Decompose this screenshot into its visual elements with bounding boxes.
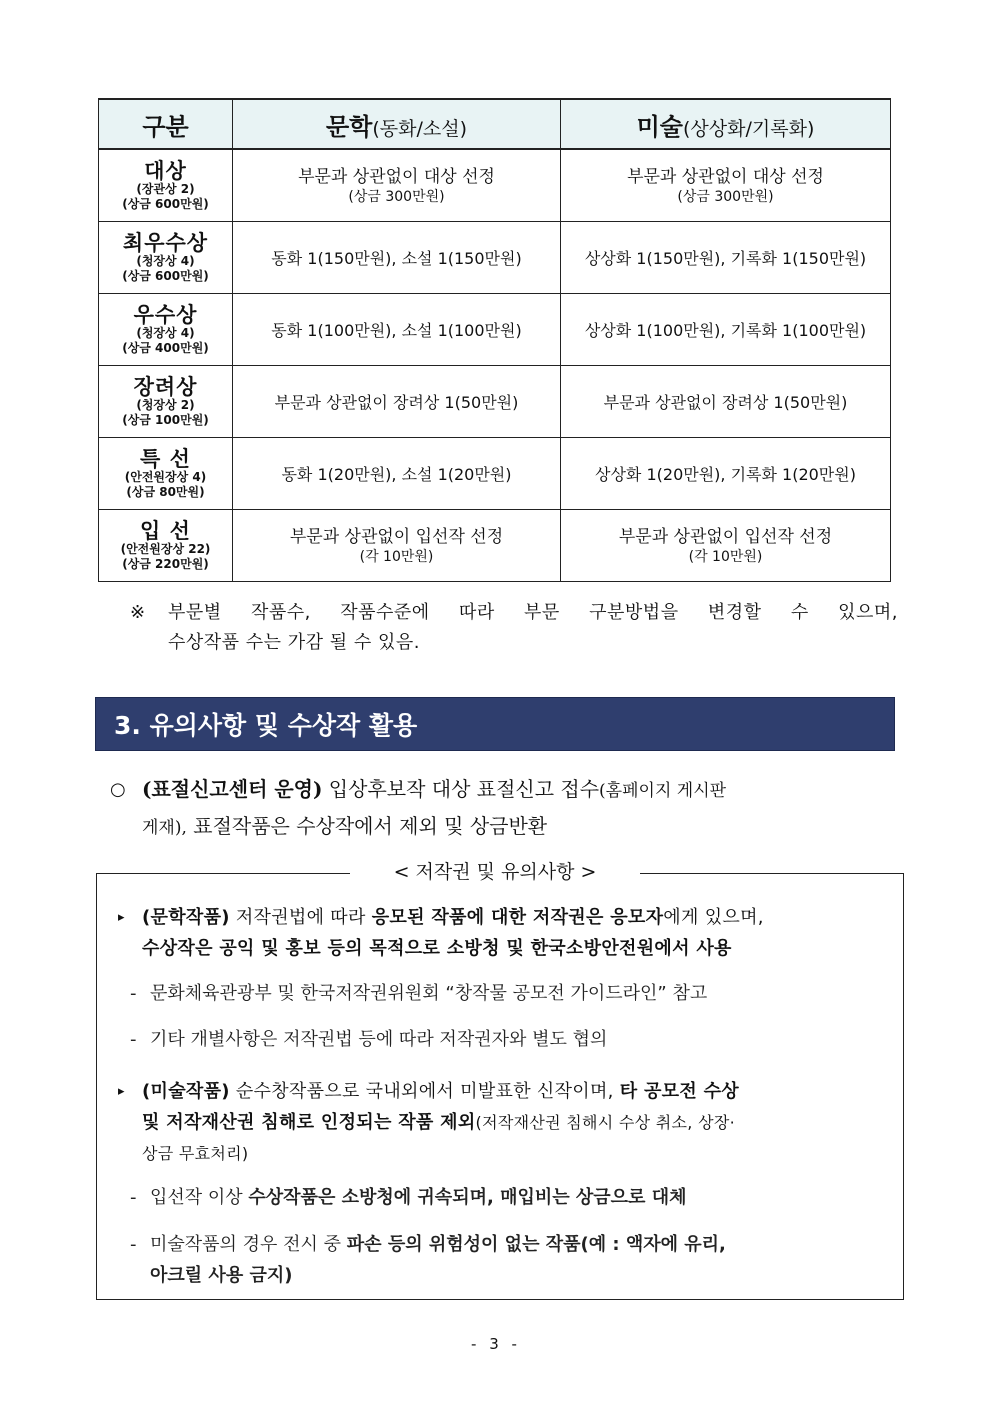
table-header-row: [99, 99, 891, 149]
table-note: [130, 598, 898, 658]
table-row: [99, 510, 891, 582]
category-cell: 최우수상 (청장상 4) (상금 600만원): [99, 222, 233, 294]
page-number: - 3 -: [471, 1335, 521, 1353]
paragraph-line-1: (표절신고센터 운영) 입상후보작 대상 표절신고 접수(홈페이지 게시판: [142, 777, 727, 801]
art-cell: 부문과 상관없이 장려상 1(50만원): [561, 366, 891, 438]
literature-cell: 부문과 상관없이 입선작 선정 (각 10만원): [233, 510, 561, 582]
triangle-bullet-icon: ▸: [118, 910, 125, 925]
category-cell: 대상 (장관상 2) (상금 600만원): [99, 149, 233, 222]
table-row: [99, 294, 891, 366]
category-cell: 입 선 (안전원장상 22) (상금 220만원): [99, 510, 233, 582]
section-heading: [95, 697, 895, 751]
art-cell: 부문과 상관없이 입선작 선정 (각 10만원): [561, 510, 891, 582]
triangle-bullet-icon: ▸: [118, 1084, 125, 1099]
header-art: 미술(상상화/기록화): [561, 99, 891, 149]
table-row: [99, 438, 891, 510]
box-title: < 저작권 및 유의사항 >: [350, 857, 640, 887]
reference-mark-icon: ※: [130, 602, 146, 623]
art-cell: 상상화 1(150만원), 기록화 1(150만원): [561, 222, 891, 294]
category-cell: 우수상 (청장상 4) (상금 400만원): [99, 294, 233, 366]
paragraph-line-2: 게재), 표절작품은 수상작에서 제외 및 상금반환: [142, 814, 548, 838]
art-cell: 부문과 상관없이 대상 선정 (상금 300만원): [561, 149, 891, 222]
header-category: 구분: [99, 99, 233, 149]
art-works-item: ▸ (미술작품) 순수창작품으로 국내외에서 미발표한 신작이며, 타 공모전 수상 및 저작재산권 침해로 인정되는 작품 제외(저작재산권 침해시 수상 취소, 상장· 상금 무효처리): [118, 1076, 902, 1169]
award-table: [98, 98, 891, 582]
art-cell: 상상화 1(20만원), 기록화 1(20만원): [561, 438, 891, 510]
section-title: 3. 유의사항 및 수상작 활용: [114, 711, 418, 740]
ownership-item: - 입선작 이상 수상작품은 소방청에 귀속되며, 매입비는 상금으로 대체: [130, 1187, 687, 1208]
plagiarism-paragraph: [110, 772, 900, 846]
table-row: [99, 222, 891, 294]
art-cell: 상상화 1(100만원), 기록화 1(100만원): [561, 294, 891, 366]
category-cell: 장려상 (청장상 2) (상금 100만원): [99, 366, 233, 438]
literature-cell: 부문과 상관없이 장려상 1(50만원): [233, 366, 561, 438]
category-cell: 특 선 (안전원장상 4) (상금 80만원): [99, 438, 233, 510]
literature-works-item: ▸ (문학작품) 저작권법에 따라 응모된 작품에 대한 저작권은 응모자에게 있으며, 수상작은 공익 및 홍보 등의 목적으로 소방청 및 한국소방안전원에서 사용: [118, 902, 902, 964]
guideline-reference-item: - 문화체육관광부 및 한국저작권위원회 “창작물 공모전 가이드라인” 참고: [130, 983, 708, 1004]
note-line-1: 부문별 작품수, 작품수준에 따라 부문 구분방법을 변경할 수 있으며,: [168, 602, 898, 623]
literature-cell: 동화 1(20만원), 소설 1(20만원): [233, 438, 561, 510]
damage-risk-item: - 미술작품의 경우 전시 중 파손 등의 위험성이 없는 작품(예 : 액자에 유리, 아크릴 사용 금지): [130, 1234, 726, 1286]
literature-cell: 동화 1(150만원), 소설 1(150만원): [233, 222, 561, 294]
note-line-2: 수상작품 수는 가감 될 수 있음.: [168, 632, 420, 653]
circle-bullet-icon: ○: [110, 779, 126, 800]
table-row: [99, 149, 891, 222]
separate-consultation-item: - 기타 개별사항은 저작권법 등에 따라 저작권자와 별도 협의: [130, 1029, 608, 1050]
table-row: [99, 366, 891, 438]
header-literature: 문학(동화/소설): [233, 99, 561, 149]
literature-cell: 동화 1(100만원), 소설 1(100만원): [233, 294, 561, 366]
literature-cell: 부문과 상관없이 대상 선정 (상금 300만원): [233, 149, 561, 222]
